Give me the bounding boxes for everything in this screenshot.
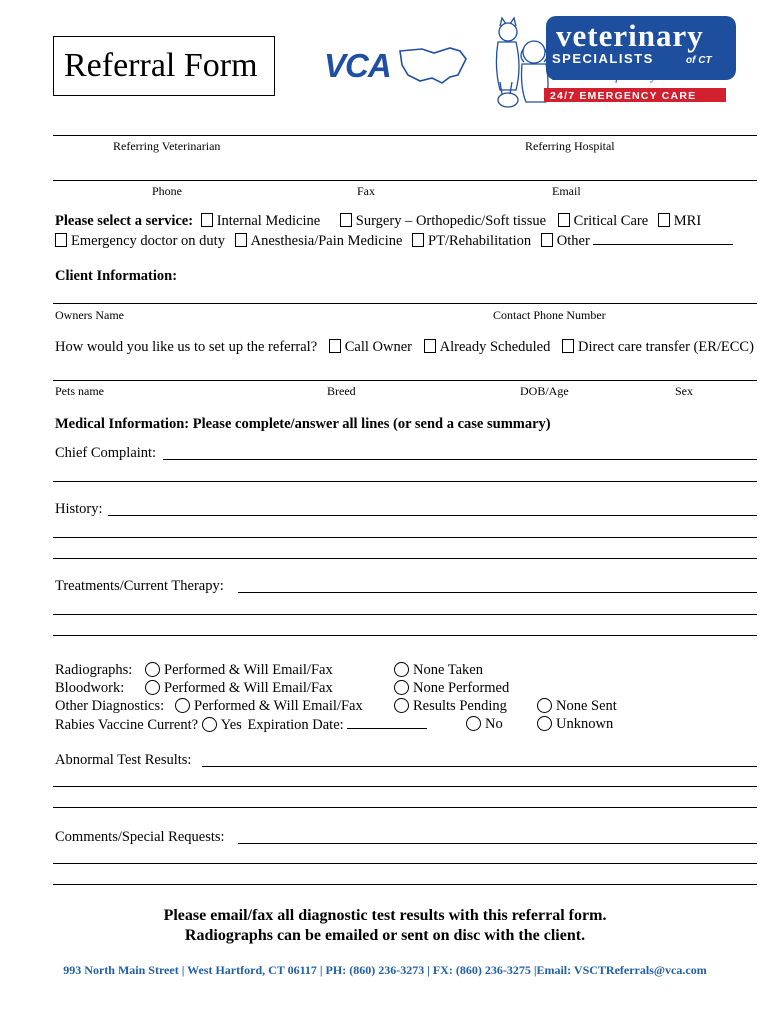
already-scheduled-checkbox[interactable] [424, 339, 436, 353]
email-label: Email [552, 184, 581, 198]
other-diag-performed-radio[interactable] [175, 698, 190, 713]
treatments-input[interactable] [238, 592, 757, 593]
radiographs-performed-radio[interactable] [145, 662, 160, 677]
setup-row [55, 339, 754, 356]
rabies-no-option [466, 716, 503, 733]
abnormal-results-label: Abnormal Test Results: [55, 752, 192, 768]
bloodwork-label: Bloodwork: [55, 680, 125, 696]
service-row-1 [55, 213, 701, 230]
treatments-line-2[interactable] [53, 614, 757, 615]
pt-rehab-checkbox[interactable] [412, 233, 424, 247]
already-scheduled-label: Already Scheduled [439, 339, 551, 355]
comments-line-3[interactable] [53, 884, 757, 885]
bloodwork-none-performed-label: None Performed [413, 680, 510, 696]
direct-transfer-checkbox[interactable] [562, 339, 574, 353]
internal-medicine-label: Internal Medicine [216, 213, 321, 229]
comments-label: Comments/Special Requests: [55, 829, 225, 845]
other-diag-performed-label: Performed & Will Email/Fax [194, 698, 363, 714]
treatments-line-3[interactable] [53, 635, 757, 636]
comments-line-2[interactable] [53, 863, 757, 864]
abnormal-results-input[interactable] [202, 766, 757, 767]
history-label: History: [55, 501, 103, 517]
other-label: Other [556, 233, 590, 249]
surgery-checkbox[interactable] [340, 213, 352, 227]
chief-complaint-label: Chief Complaint: [55, 445, 157, 461]
contact-phone-label: Contact Phone Number [493, 308, 606, 322]
other-diag-performed-option [175, 698, 363, 715]
rabies-no-radio[interactable] [466, 716, 481, 731]
bloodwork-performed-radio[interactable] [145, 680, 160, 695]
emergency-doctor-checkbox[interactable] [55, 233, 67, 247]
mri-checkbox[interactable] [658, 213, 670, 227]
radiographs-none-taken-label: None Taken [413, 662, 483, 678]
rabies-unknown-radio[interactable] [537, 716, 552, 731]
expiration-label: Expiration Date: [247, 717, 344, 733]
radiographs-none-taken-radio[interactable] [394, 662, 409, 677]
other-diag-pending-option [394, 698, 507, 715]
footer-address: 993 North Main Street | West Hartford, CT 06117 | PH: (860) 236-3273 | FX: (860) 236-3275 |Email: VSCTReferrals@vca.com [63, 963, 707, 977]
fax-label: Fax [357, 184, 375, 198]
mri-label: MRI [673, 213, 702, 229]
call-owner-label: Call Owner [344, 339, 413, 355]
none-sent-radio[interactable] [537, 698, 552, 713]
direct-transfer-label: Direct care transfer (ER/ECC) [578, 339, 754, 355]
emergency-doctor-label: Emergency doctor on duty [71, 233, 225, 249]
vs-logo-line1: veterinary [556, 18, 704, 53]
phone-fax-email-line[interactable] [53, 180, 757, 181]
bloodwork-performed-option [145, 680, 333, 697]
anesthesia-checkbox[interactable] [235, 233, 247, 247]
pet-line[interactable] [53, 380, 757, 381]
service-row-2 [55, 232, 733, 250]
sex-label: Sex [675, 384, 693, 398]
pets-name-label: Pets name [55, 384, 104, 398]
other-diagnostics-label: Other Diagnostics: [55, 698, 165, 714]
client-info-heading: Client Information: [55, 268, 178, 284]
breed-label: Breed [327, 384, 356, 398]
rabies-yes-radio[interactable] [202, 717, 217, 732]
results-pending-label: Results Pending [413, 698, 507, 714]
chief-complaint-line-2[interactable] [53, 481, 757, 482]
rabies-unknown-option [537, 716, 613, 733]
radiographs-performed-label: Performed & Will Email/Fax [164, 662, 333, 678]
owners-line[interactable] [53, 303, 757, 304]
history-line-3[interactable] [53, 558, 757, 559]
critical-care-checkbox[interactable] [558, 213, 570, 227]
setup-question: How would you like us to set up the referral? [55, 339, 318, 355]
abnormal-results-line-3[interactable] [53, 807, 757, 808]
vs-logo-line2b: of CT [686, 55, 712, 66]
vs-logo-line4: 24/7 EMERGENCY CARE [550, 90, 697, 102]
vs-logo-line2: SPECIALISTS [552, 51, 654, 66]
referring-vet-line[interactable] [53, 135, 757, 136]
medical-info-heading: Medical Information: Please complete/answer all lines (or send a case summary) [55, 416, 551, 432]
rabies-unknown-label: Unknown [556, 716, 614, 732]
internal-medicine-checkbox[interactable] [201, 213, 213, 227]
other-diag-none-sent-option [537, 698, 617, 715]
surgery-label: Surgery – Orthopedic/Soft tissue [355, 213, 547, 229]
footer-note-1: Please email/fax all diagnostic test results with this referral form. [163, 907, 607, 924]
bloodwork-performed-label: Performed & Will Email/Fax [164, 680, 333, 696]
service-prompt: Please select a service: [55, 213, 194, 229]
rabies-yes-label: Yes [220, 717, 242, 733]
abnormal-results-line-2[interactable] [53, 786, 757, 787]
bloodwork-none-option [394, 680, 509, 697]
vca-logo [322, 45, 470, 87]
veterinary-specialists-logo [486, 12, 738, 112]
radiographs-none-option [394, 662, 483, 679]
history-line-2[interactable] [53, 537, 757, 538]
history-input[interactable] [108, 515, 757, 516]
phone-label: Phone [152, 184, 182, 198]
critical-care-label: Critical Care [573, 213, 649, 229]
call-owner-checkbox[interactable] [329, 339, 341, 353]
other-checkbox[interactable] [541, 233, 553, 247]
treatments-label: Treatments/Current Therapy: [55, 578, 224, 594]
radiographs-performed-option [145, 662, 333, 679]
radiographs-label: Radiographs: [55, 662, 133, 678]
bloodwork-none-performed-radio[interactable] [394, 680, 409, 695]
other-input[interactable] [593, 232, 733, 245]
owners-name-label: Owners Name [55, 308, 124, 322]
chief-complaint-input[interactable] [163, 459, 757, 460]
referring-vet-label: Referring Veterinarian [113, 139, 221, 153]
footer-note-2: Radiographs can be emailed or sent on disc with the client. [184, 927, 586, 944]
pt-rehab-label: PT/Rehabilitation [428, 233, 532, 249]
rabies-label: Rabies Vaccine Current? [55, 717, 199, 733]
form-title: Referral Form [53, 36, 275, 96]
rabies-no-label: No [485, 716, 503, 732]
results-pending-radio[interactable] [394, 698, 409, 713]
referring-hospital-label: Referring Hospital [525, 139, 615, 153]
vs-logo-line3: Routine & Specialty Care [552, 68, 686, 83]
dob-age-label: DOB/Age [520, 384, 569, 398]
expiration-date-input[interactable] [347, 716, 427, 729]
anesthesia-label: Anesthesia/Pain Medicine [250, 233, 403, 249]
vca-logo-text: VCA [324, 47, 391, 84]
comments-input[interactable] [238, 843, 757, 844]
rabies-row [55, 716, 427, 734]
none-sent-label: None Sent [556, 698, 617, 714]
